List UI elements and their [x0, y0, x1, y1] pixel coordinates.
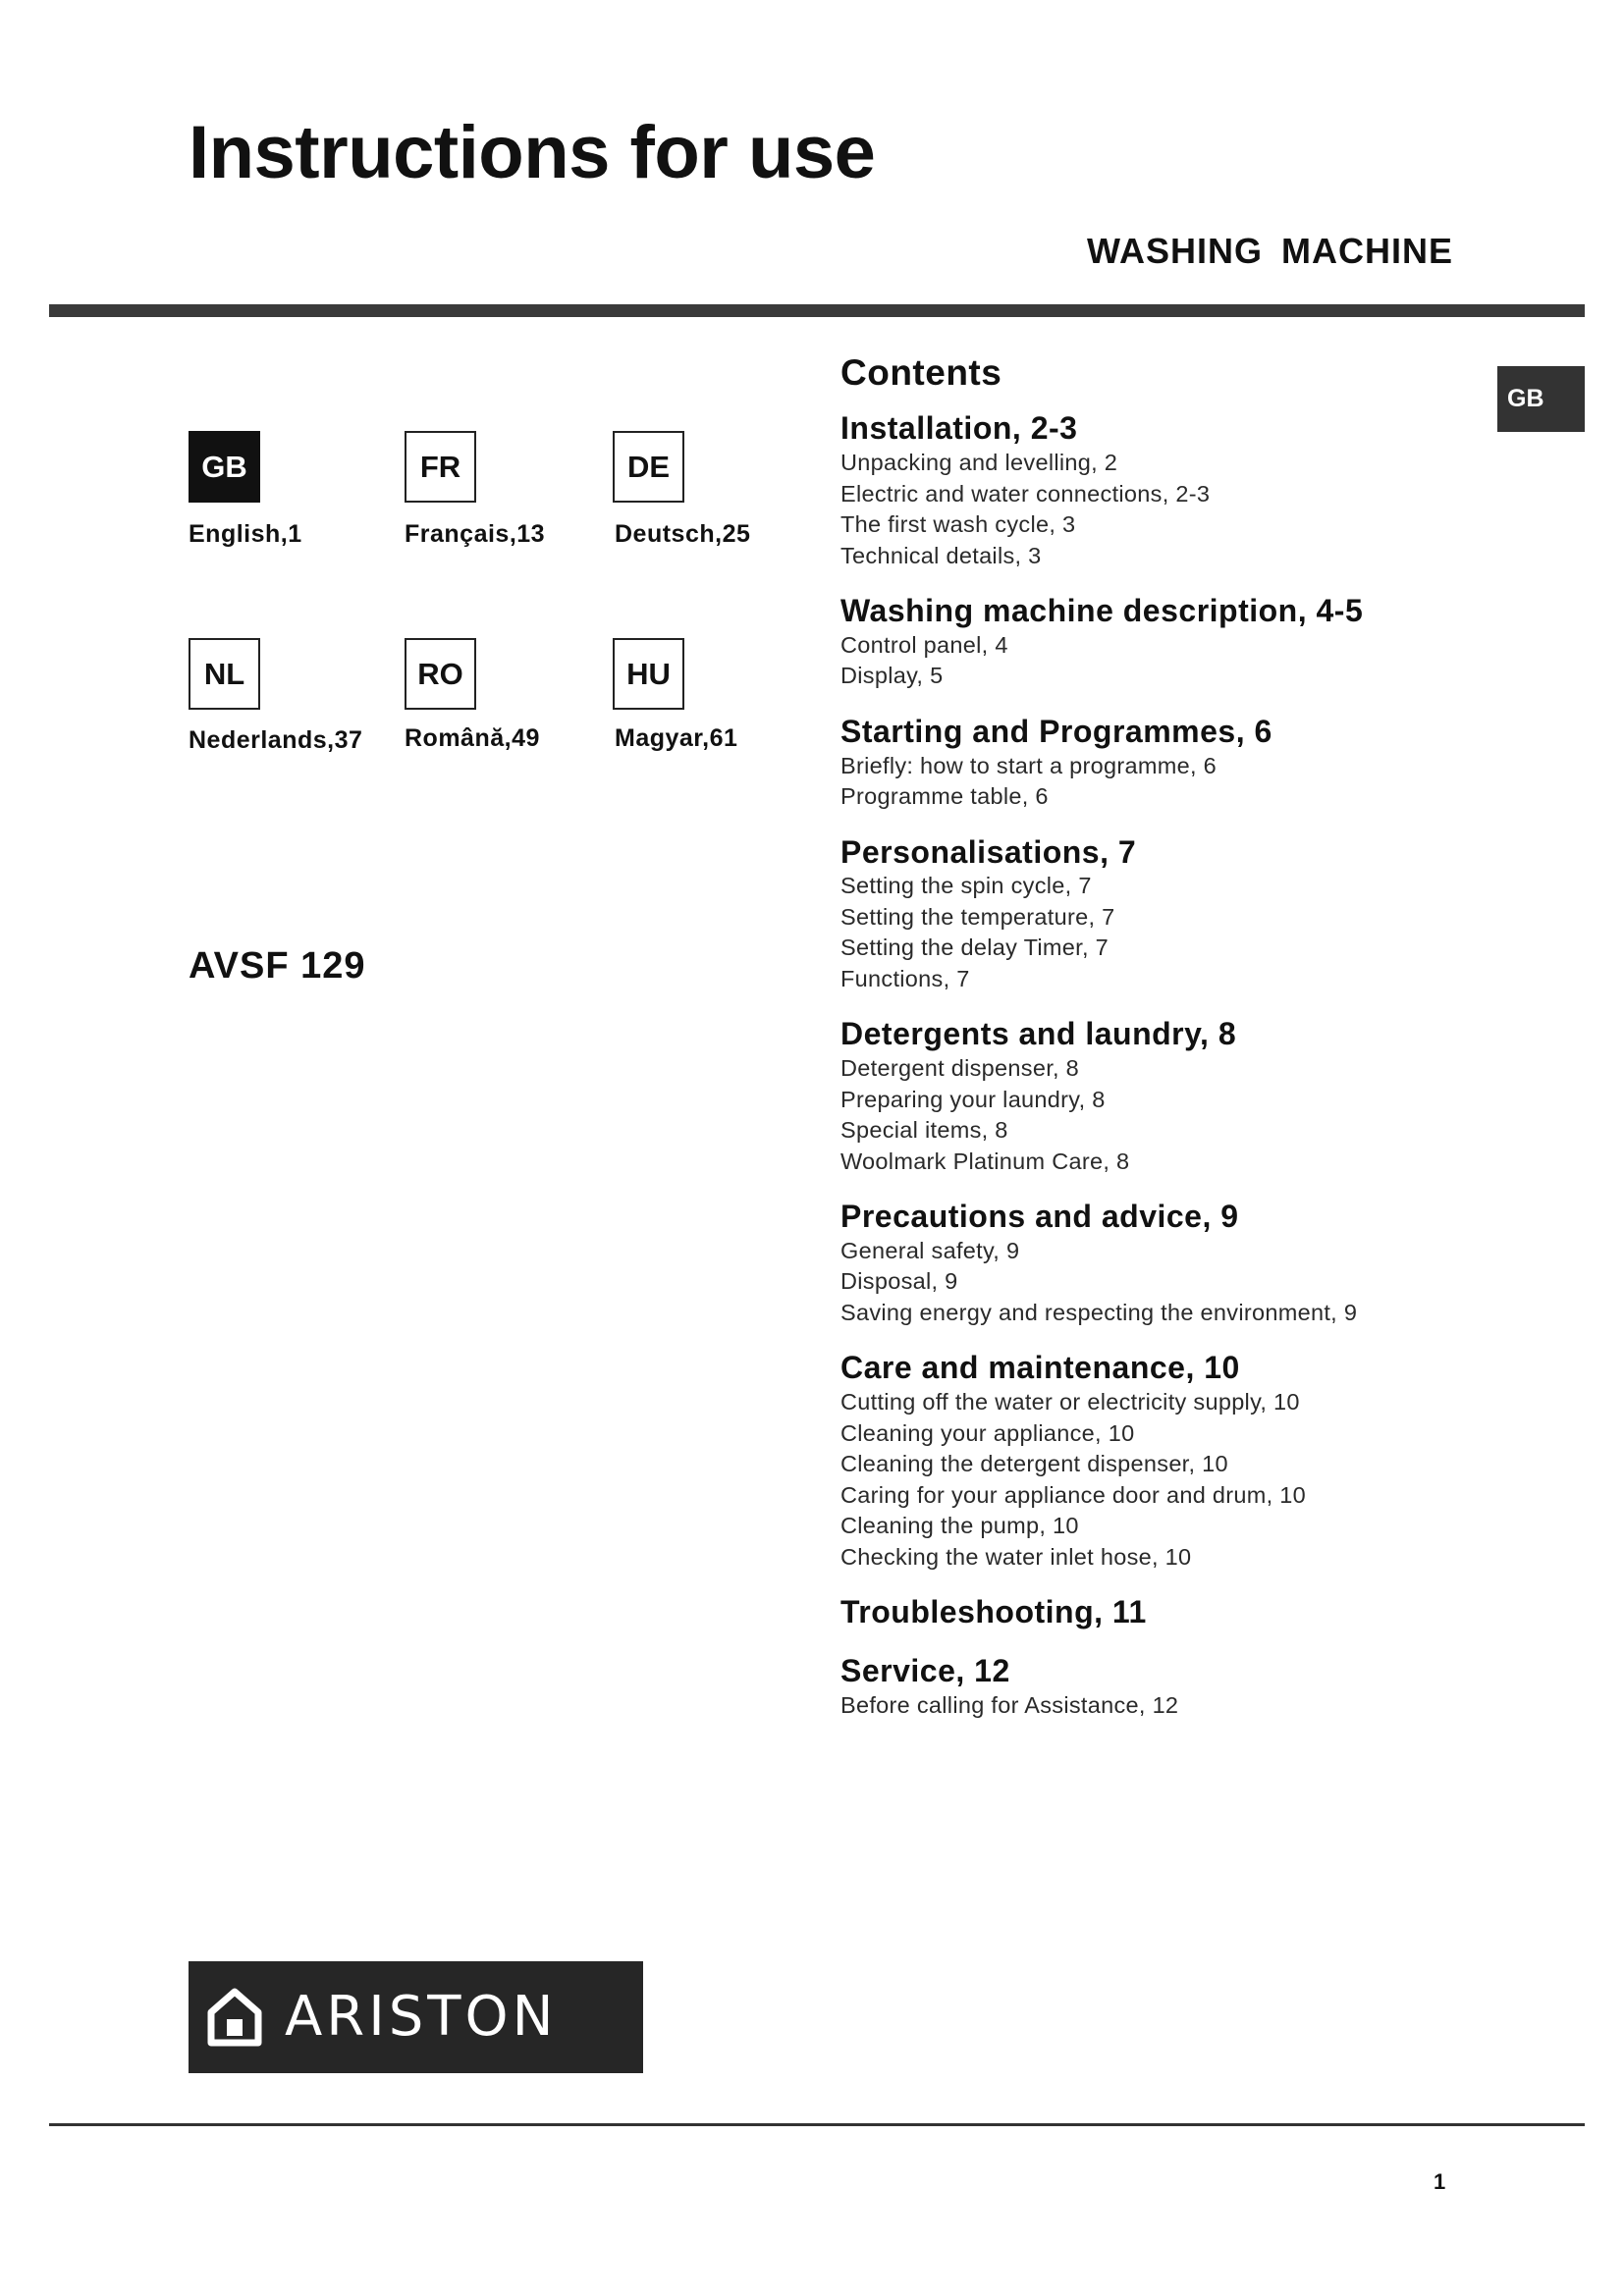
top-divider [49, 304, 1585, 317]
contents-heading: Contents [840, 352, 1002, 393]
language-box-ro[interactable]: RO [405, 638, 476, 710]
toc-section-title[interactable]: Care and maintenance, 10 [840, 1350, 1240, 1386]
toc-item[interactable]: Setting the spin cycle, 7 [840, 873, 1092, 899]
toc-item[interactable]: Saving energy and respecting the environment, 9 [840, 1299, 1358, 1325]
language-label-fr[interactable]: Français,13 [405, 520, 546, 548]
toc-item[interactable]: Caring for your appliance door and drum, 10 [840, 1481, 1307, 1508]
document-title: Instructions for use [189, 111, 876, 194]
toc-section-installation [840, 410, 1528, 571]
toc-section-title[interactable]: Precautions and advice, 9 [840, 1199, 1239, 1235]
language-label-hu[interactable]: Magyar,61 [615, 724, 738, 752]
toc-section-title[interactable]: Starting and Programmes, 6 [840, 713, 1272, 749]
toc-section-title[interactable]: Washing machine description, 4-5 [840, 593, 1364, 629]
toc-item[interactable]: Unpacking and levelling, 2 [840, 450, 1118, 476]
language-box-hu[interactable]: HU [613, 638, 684, 710]
toc-item[interactable]: Functions, 7 [840, 965, 970, 991]
toc-item[interactable]: Special items, 8 [840, 1117, 1008, 1144]
page-number: 1 [1434, 2169, 1446, 2194]
toc-item[interactable]: Electric and water connections, 2-3 [840, 480, 1211, 507]
toc-item[interactable]: Setting the temperature, 7 [840, 903, 1115, 930]
toc-item[interactable]: General safety, 9 [840, 1237, 1020, 1263]
toc-item[interactable]: Checking the water inlet hose, 10 [840, 1543, 1192, 1570]
toc-section-troubleshooting [840, 1594, 1528, 1631]
language-box-de[interactable]: DE [613, 431, 684, 503]
toc-item[interactable]: Display, 5 [840, 663, 944, 689]
toc-section-title[interactable]: Personalisations, 7 [840, 833, 1137, 870]
language-label-gb[interactable]: English,1 [189, 520, 302, 548]
toc-item[interactable]: Control panel, 4 [840, 631, 1008, 658]
language-box-gb[interactable]: GB [189, 431, 260, 503]
toc-item[interactable]: Programme table, 6 [840, 783, 1049, 810]
toc-section-personalisations [840, 834, 1528, 995]
toc-section-title[interactable]: Service, 12 [840, 1652, 1010, 1688]
toc-item[interactable]: Cutting off the water or electricity supply, 10 [840, 1389, 1300, 1415]
bottom-divider [49, 2123, 1585, 2126]
language-box-nl[interactable]: NL [189, 638, 260, 710]
toc-section-service [840, 1653, 1528, 1721]
language-tab: GB [1497, 366, 1585, 432]
language-label-ro[interactable]: Română,49 [405, 724, 540, 752]
toc-item[interactable]: Technical details, 3 [840, 542, 1042, 568]
house-icon [206, 1987, 263, 2048]
table-of-contents [840, 351, 1528, 1742]
brand-name: ARISTON [285, 1985, 558, 2049]
brand-logo [189, 1961, 643, 2073]
toc-section-starting [840, 714, 1528, 813]
toc-item[interactable]: Preparing your laundry, 8 [840, 1086, 1106, 1112]
toc-section-precautions [840, 1199, 1528, 1328]
language-label-nl[interactable]: Nederlands,37 [189, 726, 363, 754]
toc-item[interactable]: Cleaning your appliance, 10 [840, 1419, 1135, 1446]
toc-item[interactable]: The first wash cycle, 3 [840, 511, 1076, 538]
toc-section-title[interactable]: Installation, 2-3 [840, 410, 1078, 447]
toc-item[interactable]: Before calling for Assistance, 12 [840, 1691, 1179, 1718]
toc-item[interactable]: Detergent dispenser, 8 [840, 1055, 1080, 1082]
toc-section-detergents [840, 1016, 1528, 1177]
toc-section-title[interactable]: Detergents and laundry, 8 [840, 1016, 1237, 1052]
language-box-fr[interactable]: FR [405, 431, 476, 503]
toc-item[interactable]: Setting the delay Timer, 7 [840, 934, 1109, 961]
model-number: AVSF 129 [189, 945, 366, 987]
toc-section-care [840, 1350, 1528, 1573]
toc-item[interactable]: Disposal, 9 [840, 1268, 958, 1295]
toc-section-description [840, 593, 1528, 692]
document-subtitle: WASHING MACHINE [1087, 231, 1453, 271]
toc-item[interactable]: Cleaning the pump, 10 [840, 1513, 1079, 1539]
toc-item[interactable]: Briefly: how to start a programme, 6 [840, 752, 1218, 778]
language-label-de[interactable]: Deutsch,25 [615, 520, 751, 548]
toc-section-title[interactable]: Troubleshooting, 11 [840, 1594, 1147, 1630]
toc-item[interactable]: Cleaning the detergent dispenser, 10 [840, 1451, 1228, 1477]
toc-item[interactable]: Woolmark Platinum Care, 8 [840, 1148, 1130, 1174]
